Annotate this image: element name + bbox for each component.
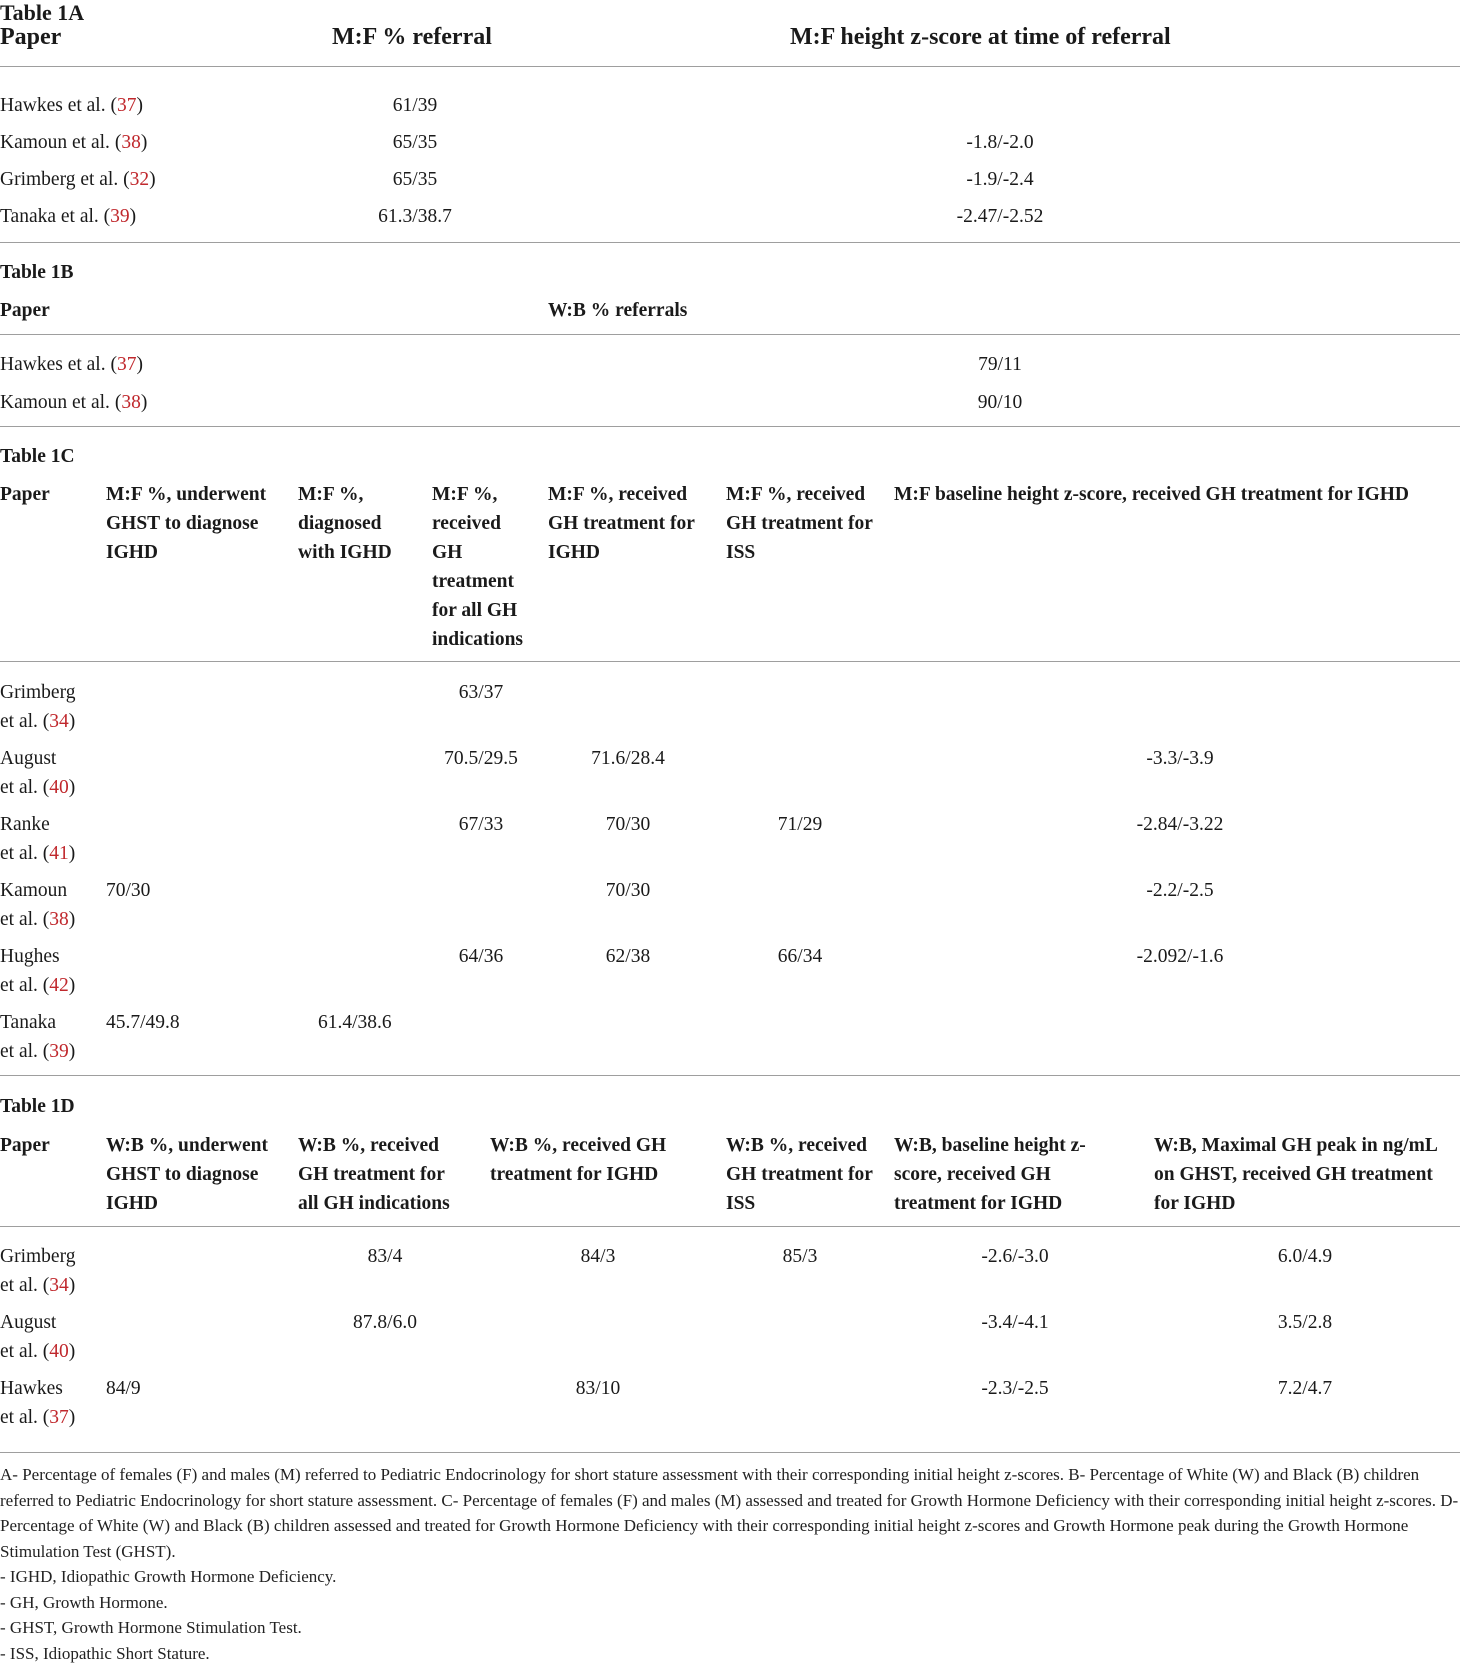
t1b-bottom-rule	[0, 426, 1460, 427]
t1c-row-3-c5: 71/29	[777, 814, 823, 835]
t1c-row-6-c2: 61.4/38.6	[318, 1012, 392, 1033]
t1c-row-2-c3: 70.5/29.5	[444, 748, 518, 769]
t1b-row-2-paper: Kamoun et al. (38)	[0, 392, 148, 413]
reference-link[interactable]: 39	[49, 1041, 69, 1062]
t1d-header-gh-ighd: W:B %, received GH treatment for IGHD	[490, 1135, 667, 1185]
reference-link[interactable]: 38	[49, 909, 69, 930]
t1a-row-2-c1: 65/35	[392, 132, 438, 153]
t1d-row-1-c6: 6.0/4.9	[1277, 1246, 1333, 1267]
reference-link[interactable]: 32	[129, 169, 150, 190]
reference-link[interactable]: 38	[121, 132, 141, 153]
t1c-row-4-c6: -2.2/-2.5	[1146, 880, 1214, 901]
t1d-row-1-c4: 85/3	[782, 1246, 818, 1267]
t1c-row-2-paper: August et al. (40)	[0, 748, 76, 798]
footnote-abbrev-ghst: - GHST, Growth Hormone Stimulation Test.	[0, 1618, 302, 1637]
t1d-row-1-c3: 84/3	[580, 1246, 616, 1267]
t1b-row-2-c1: 90/10	[977, 392, 1023, 413]
t1b-header-wb-referrals: W:B % referrals	[548, 300, 688, 321]
t1b-row-1-c1: 79/11	[978, 354, 1022, 375]
reference-link[interactable]: 42	[49, 975, 69, 996]
t1b-row-1-paper: Hawkes et al. (37)	[0, 354, 143, 375]
t1c-row-2-c6: -3.3/-3.9	[1146, 748, 1214, 769]
t1d-row-3-c1: 84/9	[106, 1378, 141, 1399]
t1a-bottom-rule	[0, 242, 1460, 243]
t1c-header-gh-ighd: M:F %, received GH treatment for IGHD	[548, 484, 695, 563]
t1a-header-mf-referral: M:F % referral	[332, 24, 492, 50]
reference-link[interactable]: 40	[49, 777, 69, 798]
t1c-row-4-c4: 70/30	[605, 880, 651, 901]
table-1c-caption: Table 1C	[0, 446, 75, 467]
reference-link[interactable]: 34	[49, 1275, 69, 1296]
t1d-row-1-paper: Grimberg et al. (34)	[0, 1246, 76, 1296]
t1c-row-4-paper: Kamoun et al. (38)	[0, 880, 76, 930]
table-1a-caption: Table 1A	[0, 0, 85, 25]
t1c-row-5-c6: -2.092/-1.6	[1136, 946, 1224, 967]
t1c-row-1-paper: Grimberg et al. (34)	[0, 682, 76, 732]
t1a-header-rule	[0, 66, 1460, 67]
t1a-row-2-paper: Kamoun et al. (38)	[0, 132, 148, 153]
reference-link[interactable]: 39	[110, 206, 130, 227]
t1c-bottom-rule	[0, 1075, 1460, 1076]
t1d-header-baseline-zscore: W:B, baseline height z-score, received GH treatment for IGHD	[894, 1135, 1086, 1214]
t1d-row-1-c5: -2.6/-3.0	[981, 1246, 1049, 1267]
t1a-row-2-c2: -1.8/-2.0	[966, 132, 1034, 153]
reference-link[interactable]: 38	[121, 392, 141, 413]
t1c-header-gh-iss: M:F %, received GH treatment for ISS	[726, 484, 873, 563]
t1a-row-1-c1: 61/39	[392, 95, 438, 116]
t1c-row-3-c4: 70/30	[605, 814, 651, 835]
t1c-row-6-c1: 45.7/49.8	[106, 1012, 180, 1033]
footnote-abbrev-iss: - ISS, Idiopathic Short Stature.	[0, 1643, 210, 1663]
t1c-header-diagnosed-ighd: M:F %, diagnosed with IGHD	[298, 484, 392, 563]
t1a-row-3-c2: -1.9/-2.4	[966, 169, 1034, 190]
t1d-header-max-gh-peak: W:B, Maximal GH peak in ng/mL on GHST, received GH treatment for IGHD	[1154, 1135, 1437, 1214]
reference-link[interactable]: 41	[49, 843, 69, 864]
t1d-row-2-paper: August et al. (40)	[0, 1312, 76, 1362]
t1a-header-paper: Paper	[0, 24, 62, 50]
t1d-row-2-c6: 3.5/2.8	[1277, 1312, 1333, 1333]
t1d-row-2-c2: 87.8/6.0	[353, 1312, 417, 1333]
reference-link[interactable]: 37	[49, 1407, 69, 1428]
t1d-row-3-c3: 83/10	[575, 1378, 621, 1399]
t1d-bottom-rule	[0, 1452, 1460, 1453]
t1a-row-4-paper: Tanaka et al. (39)	[0, 206, 137, 227]
t1d-header-gh-all-indications: W:B %, received GH treatment for all GH indications	[298, 1135, 450, 1214]
t1d-header-gh-iss: W:B %, received GH treatment for ISS	[726, 1135, 873, 1214]
t1c-row-3-paper: Ranke et al. (41)	[0, 814, 76, 864]
t1c-row-5-c5: 66/34	[777, 946, 823, 967]
t1a-row-4-c2: -2.47/-2.52	[956, 206, 1044, 227]
reference-link[interactable]: 37	[116, 95, 137, 116]
reference-link[interactable]: 34	[49, 711, 69, 732]
t1c-row-6-paper: Tanaka et al. (39)	[0, 1012, 76, 1062]
t1d-row-3-paper: Hawkes et al. (37)	[0, 1378, 76, 1428]
t1a-row-1-paper: Hawkes et al. (37)	[0, 95, 143, 116]
t1c-row-5-c4: 62/38	[605, 946, 651, 967]
table-1b-caption: Table 1B	[0, 262, 74, 283]
t1d-row-3-c6: 7.2/4.7	[1277, 1378, 1333, 1399]
footnote-description: A- Percentage of females (F) and males (M) referred to Pediatric Endocrinology for short stature assessment with their corresponding initial height z-scores. B- Percentage of White (W) and Black (B) children referred to Pediatric Endocrinology for short stature assessment. C- Percentage of females (F) and males (M) assessed and treated for Growth Hormone Deficiency with their corresponding initial height z-scores. D- Percentage of White (W) and Black (B) children assessed and treated for Growth Hormone Deficiency with their corresponding initial height z-scores and Growth Hormone peak during the Growth Hormone Stimulation Test (GHST).	[0, 1465, 1459, 1561]
t1c-header-baseline-zscore: M:F baseline height z-score, received GH treatment for IGHD	[894, 484, 1409, 505]
reference-link[interactable]: 40	[49, 1341, 69, 1362]
t1c-row-5-c3: 64/36	[458, 946, 504, 967]
footnote-abbrev-ighd: - IGHD, Idiopathic Growth Hormone Deficiency.	[0, 1567, 337, 1586]
t1a-row-3-paper: Grimberg et al. (32)	[0, 169, 156, 190]
t1a-row-4-c1: 61.3/38.7	[378, 206, 452, 227]
t1d-header-paper: Paper	[0, 1135, 50, 1156]
table-1d-caption: Table 1D	[0, 1096, 75, 1117]
t1d-row-2-c5: -3.4/-4.1	[981, 1312, 1049, 1333]
t1c-header-paper: Paper	[0, 484, 50, 505]
footnote-abbrev-gh: - GH, Growth Hormone.	[0, 1592, 168, 1612]
t1c-row-5-paper: Hughes et al. (42)	[0, 946, 76, 996]
t1b-header-rule	[0, 334, 1460, 335]
t1c-row-4-c1: 70/30	[106, 880, 151, 901]
t1c-row-2-c4: 71.6/28.4	[591, 748, 665, 769]
t1b-header-paper: Paper	[0, 300, 50, 321]
t1c-row-3-c6: -2.84/-3.22	[1136, 814, 1224, 835]
t1c-row-3-c3: 67/33	[458, 814, 504, 835]
table-footnote	[0, 1462, 1460, 1666]
t1c-header-rule	[0, 661, 1460, 662]
t1d-row-1-c2: 83/4	[367, 1246, 403, 1267]
t1a-header-mf-zscore: M:F height z-score at time of referral	[790, 24, 1171, 50]
t1d-header-underwent-ghst: W:B %, underwent GHST to diagnose IGHD	[106, 1135, 268, 1214]
t1d-row-3-c5: -2.3/-2.5	[981, 1378, 1049, 1399]
t1a-row-3-c1: 65/35	[392, 169, 438, 190]
reference-link[interactable]: 37	[116, 354, 137, 375]
t1c-header-gh-all-indications: M:F %, received GH treatment for all GH indications	[432, 484, 524, 650]
t1d-header-rule	[0, 1226, 1460, 1227]
t1c-row-1-c3: 63/37	[458, 682, 504, 703]
t1c-header-underwent-ghst: M:F %, underwent GHST to diagnose IGHD	[106, 484, 267, 563]
